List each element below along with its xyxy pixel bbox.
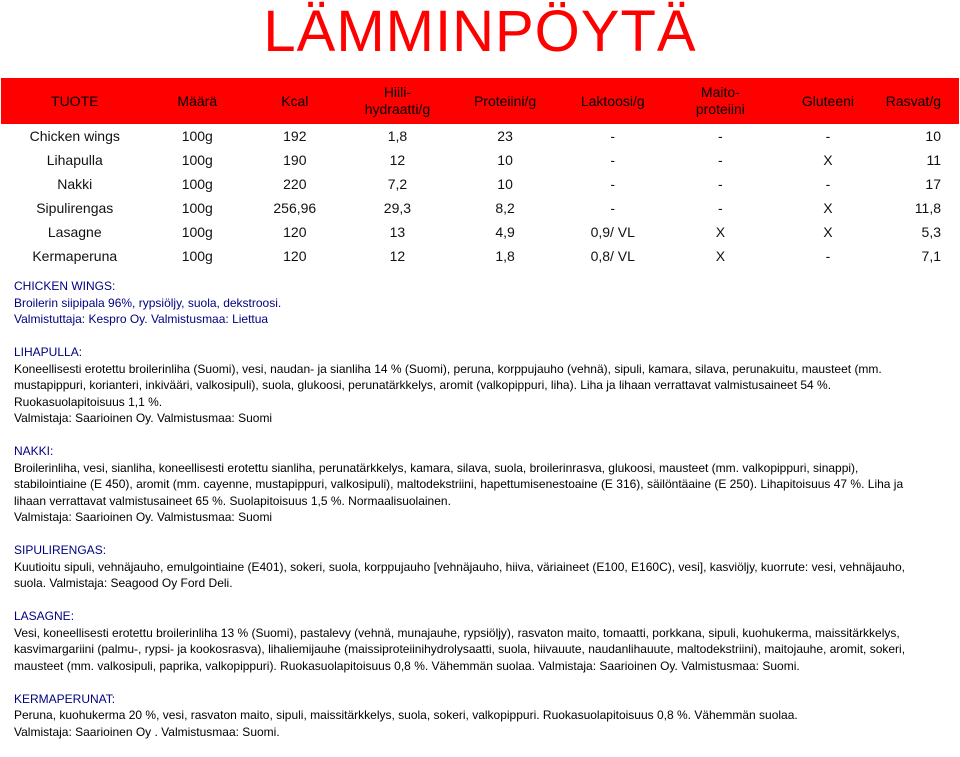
section-title: NAKKI:	[14, 444, 54, 458]
section-title: LASAGNE:	[14, 609, 75, 623]
ingredients-text: stabilointiaine (E 450), aromit (mm. cayenne, mustapippuri, valkosipuli), maltodekstriini, hapettumisenestoaine (E 316), säilöntäaine (E 250). Lihapitoisuus 47 %. Liha ja	[14, 477, 904, 491]
notes-nakki	[14, 443, 950, 526]
table-cell: 190	[283, 152, 307, 168]
notes-sipulirengas	[14, 542, 950, 592]
ingredients-text: Vesi, koneellisesti erotettu broilerinliha 13 % (Suomi), pastalevy (vehnä, munajauhe, rypsiöljy), rasvaton maito, tomaatti, porkkana, sipuli, kuohukerma, maissitärkkelys,	[14, 625, 900, 640]
table-cell: 23	[497, 128, 513, 144]
ingredients-text: suola. Valmistaja: Seagood Oy Ford Deli.	[14, 576, 233, 590]
table-cell: 220	[283, 176, 307, 192]
table-cell: 5,3	[921, 224, 941, 240]
ingredients-text: mustapippuri, korianteri, inkivääri, valkosipuli), suola, glukoosi, perunatärkkelys, aromit (valkopippuri, liha). Liha ja lihaan verrattavat valmistusaineet 54 %.	[14, 378, 832, 392]
manufacturer-text: Valmistaja: Saarioinen Oy. Valmistusmaa: Suomi	[14, 510, 273, 524]
table-cell: X	[715, 224, 726, 240]
table-row	[1, 220, 959, 244]
header-cell: Rasvat/g	[882, 78, 959, 124]
section-title: SIPULIRENGAS:	[14, 543, 107, 557]
section-title: CHICKEN WINGS:	[14, 279, 116, 293]
table-cell: -	[825, 248, 831, 264]
ingredients-text: Broilerin siipipala 96%, rypsiöljy, suola, dekstroosi.	[14, 295, 282, 310]
table-cell: 100g	[181, 224, 213, 240]
notes-chicken-wings	[14, 278, 950, 328]
table-cell: 0,8/ VL	[590, 248, 635, 264]
notes-lasagne	[14, 608, 950, 674]
table-cell: -	[610, 176, 616, 192]
header-cell: Proteiini/g	[451, 78, 559, 124]
table-cell: -	[825, 128, 831, 144]
header-cell: Kcal	[246, 78, 344, 124]
table-cell: -	[610, 200, 616, 216]
table-cell: 1,8	[495, 248, 515, 264]
table-cell: -	[825, 176, 831, 192]
nutrition-table	[1, 78, 959, 268]
table-cell: 100g	[181, 128, 213, 144]
ingredients-text: kasvimargariini (palmu-, rypsi- ja kookosrasva), lihaliemijauhe (maissiproteiinihydrolysaatti, suola, hiivauute, naudanlihauute, maltodekstriini), maitojauhe, aromit, sokeri,	[14, 642, 906, 656]
product-name-cell: Kermaperuna	[32, 248, 118, 264]
header-line: Maito-	[700, 84, 740, 100]
table-cell: 10	[497, 176, 513, 192]
table-cell: 120	[283, 248, 307, 264]
table-cell: 29,3	[383, 200, 412, 216]
table-row	[1, 196, 959, 220]
header-line: Hiili-	[383, 84, 412, 100]
header-cell: TUOTE	[1, 78, 149, 124]
notes-lihapulla	[14, 344, 950, 427]
product-name-cell: Nakki	[57, 176, 93, 192]
ingredients-text: Kuutioitu sipuli, vehnäjauho, emulgointiaine (E401), sokeri, suola, korppujauho [vehnäjauho, hiiva, väriaineet (E100, E160C), vesi], kasviöljy, kuorrute: vesi, vehnäjauho,	[14, 559, 905, 574]
manufacturer-text: Valmistaja: Saarioinen Oy . Valmistusmaa: Suomi.	[14, 724, 280, 739]
header-cell: Gluteeni	[774, 78, 882, 124]
table-cell: -	[610, 152, 616, 168]
manufacturer-text: Valmistaja: Saarioinen Oy. Valmistusmaa: Suomi	[14, 411, 273, 425]
header-cell: Laktoosi/g	[559, 78, 667, 124]
manufacturer-text: Valmistuttaja: Kespro Oy. Valmistusmaa: Liettua	[14, 312, 269, 326]
table-row	[1, 244, 959, 268]
table-cell: -	[718, 128, 723, 144]
table-cell: 11,8	[914, 200, 941, 216]
table-cell: 7,2	[387, 176, 408, 192]
header-cell: Määrä	[149, 78, 247, 124]
table-cell: 192	[283, 128, 307, 144]
table-cell: 100g	[181, 248, 213, 264]
section-title: LIHAPULLA:	[14, 345, 83, 359]
page-title: LÄMMINPÖYTÄ	[263, 0, 697, 64]
table-cell: 17	[925, 176, 941, 192]
header-cell	[344, 78, 452, 124]
product-name-cell: Lasagne	[47, 224, 102, 240]
table-cell: 13	[389, 224, 406, 240]
table-cell: 8,2	[495, 200, 515, 216]
table-cell: 100g	[181, 152, 213, 168]
product-name-cell: Chicken wings	[29, 128, 120, 144]
table-cell: 12	[389, 248, 406, 264]
table-cell: 100g	[181, 176, 213, 192]
table-row	[1, 148, 959, 172]
table-cell: 7,1	[921, 248, 941, 264]
table-row	[1, 124, 959, 148]
header-cell	[667, 78, 775, 124]
ingredients-text: lihaan verrattavat valmistusaineet 65 %. Suolapitoisuus 1,5 %. Normaalisuolainen.	[14, 493, 451, 508]
table-cell: -	[610, 128, 616, 144]
ingredients-text: Peruna, kuohukerma 20 %, vesi, rasvaton maito, sipuli, maissitärkkelys, suola, sokeri, valkopippuri. Ruokasuolapitoisuus 0,8 %. Vähemmän suolaa.	[14, 708, 798, 722]
product-name-cell: Lihapulla	[46, 152, 103, 168]
table-cell: 10	[497, 152, 513, 168]
header-line: proteiini	[695, 101, 745, 117]
table-cell: X	[823, 152, 833, 168]
header-line: hydraatti/g	[364, 101, 431, 117]
table-cell: -	[718, 176, 723, 192]
table-cell: 11	[926, 152, 941, 168]
table-cell: X	[823, 224, 833, 240]
ingredients-text: Broilerinliha, vesi, sianliha, koneellisesti erotettu sianliha, perunatärkkelys, kamara, silava, suola, broilerinrasva, glukoosi, mausteet (mm. valkopippuri, sinappi),	[14, 460, 859, 475]
section-title: KERMAPERUNAT:	[14, 691, 116, 706]
ingredient-notes	[14, 278, 950, 757]
ingredients-text: mausteet (mm. valkosipuli, paprika, valkopippuri). Ruokasuolapitoisuus 0,8 %. Vähemmän suolaa. Valmistaja: Saarioinen Oy. Valmistusmaa: Suomi.	[14, 658, 800, 673]
ingredients-text: Ruokasuolapitoisuus 1,1 %.	[14, 394, 163, 409]
table-cell: 0,9/ VL	[590, 224, 635, 240]
table-row	[1, 172, 959, 196]
product-name-cell: Sipulirengas	[36, 200, 114, 216]
table-cell: -	[718, 152, 723, 168]
ingredients-text: Koneellisesti erotettu broilerinliha (Suomi), vesi, naudan- ja sianliha 14 % (Suomi), peruna, korppujauho (vehnä), sipuli, kamara, silava, perunakuitu, mausteet (mm.	[14, 361, 882, 376]
table-cell: X	[823, 200, 833, 216]
table-cell: X	[715, 248, 726, 264]
table-cell: 12	[389, 152, 406, 168]
table-cell: 100g	[181, 200, 213, 216]
table-cell: 120	[283, 224, 307, 240]
table-cell: 4,9	[495, 224, 515, 240]
table-cell: -	[718, 200, 723, 216]
table-cell: 256,96	[273, 200, 317, 216]
notes-kermaperunat	[14, 691, 950, 741]
table-cell: 10	[925, 128, 941, 144]
table-header-row	[1, 78, 959, 124]
table-cell: 1,8	[387, 128, 408, 144]
